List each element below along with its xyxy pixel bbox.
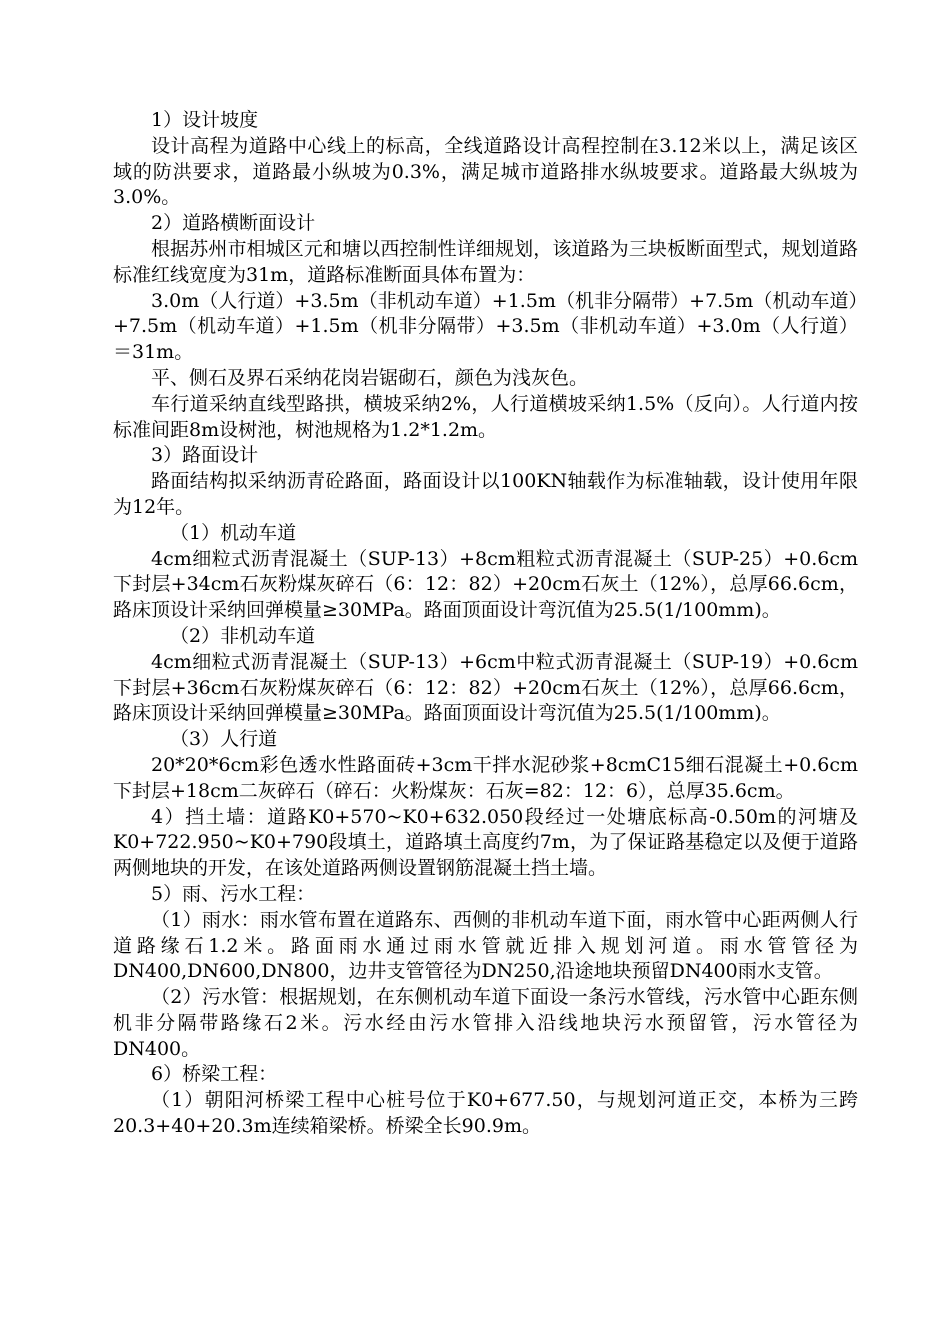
section-heading-cross-section: 2）道路横断面设计: [151, 212, 316, 235]
paragraph-curb-stone: 平、侧石及界石采纳花岗岩锯砌石，颜色为浅灰色。: [151, 366, 589, 389]
document-body: [113, 108, 858, 1140]
subheading-non-motor-lane: （2）非机动车道: [170, 624, 316, 647]
paragraph-bridge: （1）朝阳河桥梁工程中心桩号位于K0+677.50，与规划河道正交，本桥为三跨20.3+40+20.3m连续箱梁桥。桥梁全长90.9m。: [113, 1089, 858, 1138]
subheading-motor-lane: （1）机动车道: [170, 521, 297, 544]
paragraph-motor-lane-layers: 4cm细粒式沥青混凝土（SUP-13）+8cm粗粒式沥青混凝土（SUP-25）+0.6cm下封层+34cm石灰粉煤灰碎石（6：12：82）+20cm石灰土（12%），总厚66.6cm，路床顶设计采纳回弹模量≥30MPa。路面顶面设计弯沉值为25.5(1/100mm)。: [113, 547, 858, 622]
paragraph-sewage: （2）污水管：根据规划，在东侧机动车道下面设一条污水管线，污水管中心距东侧机非分隔带路缘石2米。污水经由污水管排入沿线地块污水预留管，污水管径为DN400。: [113, 986, 858, 1060]
section-heading-drainage: 5）雨、污水工程：: [151, 882, 316, 905]
section-heading-bridge: 6）桥梁工程：: [151, 1063, 278, 1086]
section-heading-pavement-design: 3）路面设计: [151, 444, 259, 467]
paragraph-rainwater: （1）雨水：雨水管布置在道路东、西侧的非机动车道下面，雨水管中心距两侧人行道路缘石1.2米。路面雨水通过雨水管就近排入规划河道。雨水管管径为DN400,DN600,DN800，边井支管管径为DN250,沿途地块预留DN400雨水支管。: [113, 908, 858, 983]
paragraph-sidewalk-layers: 20*20*6cm彩色透水性路面砖+3cm干拌水泥砂浆+8cmC15细石混凝土+0.6cm下封层+18cm二灰碎石（碎石：火粉煤灰：石灰=82：12：6），总厚35.6cm。: [113, 753, 858, 802]
paragraph-cross-section-layout: 3.0m（人行道）+3.5m（非机动车道）+1.5m（机非分隔带）+7.5m（机动车道）+7.5m（机动车道）+1.5m（机非分隔带）+3.5m（非机动车道）+3.0m（人行道）＝31m。: [113, 289, 858, 364]
paragraph-non-motor-lane-layers: 4cm细粒式沥青混凝土（SUP-13）+6cm中粒式沥青混凝土（SUP-19）+0.6cm下封层+36cm石灰粉煤灰碎石（6：12：82）+20cm石灰土（12%），总厚66.6cm，路床顶设计采纳回弹模量≥30MPa。路面顶面设计弯沉值为25.5(1/100mm)。: [113, 650, 858, 725]
subheading-sidewalk: （3）人行道: [170, 728, 278, 751]
paragraph-pavement-structure: 路面结构拟采纳沥青砼路面，路面设计以100KN轴载作为标准轴载，设计使用年限为12年。: [113, 470, 858, 518]
paragraph-cross-section-plan: 根据苏州市相城区元和塘以西控制性详细规划，该道路为三块板断面型式，规划道路标准红线宽度为31m，道路标准断面具体布置为：: [113, 237, 858, 286]
section-heading-design-slope: 1）设计坡度: [151, 109, 259, 131]
paragraph-retaining-wall: 4）挡土墙：道路K0+570~K0+632.050段经过一处塘底标高-0.50m的河塘及K0+722.950~K0+790段填土，道路填土高度约7m，为了保证路基稳定以及便于道路两侧地块的开发，在该处道路两侧设置钢筋混凝土挡土墙。: [113, 805, 858, 880]
paragraph-road-crown: 车行道采纳直线型路拱，横坡采纳2%，人行道横坡采纳1.5%（反向）。人行道内按标准间距8m设树池，树池规格为1.2*1.2m。: [113, 392, 858, 441]
paragraph-design-elevation: 设计高程为道路中心线上的标高，全线道路设计高程控制在3.12米以上，满足该区域的防洪要求，道路最小纵坡为0.3%，满足城市道路排水纵坡要求。道路最大纵坡为3.0%。: [113, 134, 858, 209]
